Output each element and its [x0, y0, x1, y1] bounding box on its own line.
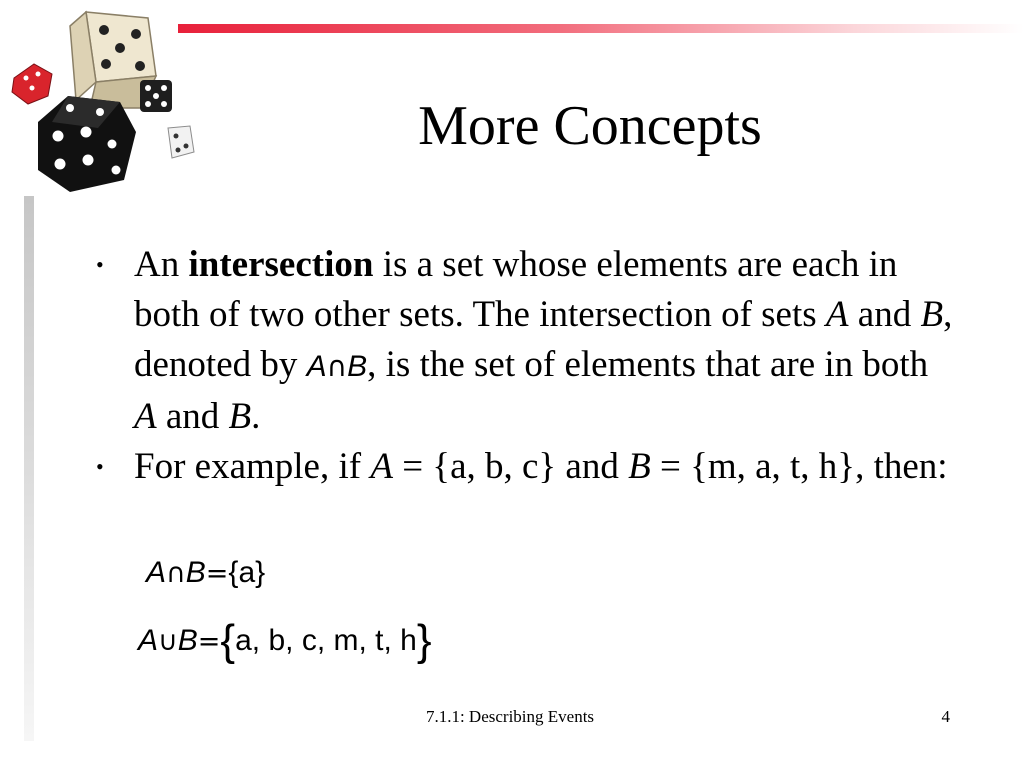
text-run: and	[848, 294, 921, 335]
term-intersection: intersection	[188, 244, 374, 285]
bullet-marker: •	[96, 454, 104, 479]
equals-sign: =	[205, 558, 229, 589]
bullet-example	[96, 442, 956, 492]
text-run: = {m, a, t, h}, then:	[650, 446, 948, 487]
set-name-a: A	[370, 446, 393, 487]
math-var-b: B	[185, 556, 206, 589]
math-var-b: B	[347, 350, 368, 383]
intersection-result: {a}	[228, 556, 266, 589]
set-name-a: A	[134, 396, 157, 437]
set-name-b: B	[228, 396, 252, 437]
right-brace: }	[416, 616, 432, 665]
title-accent-bar	[178, 24, 1024, 33]
math-var-a: A	[138, 624, 159, 657]
union-result: a, b, c, m, t, h	[235, 624, 417, 657]
left-accent-bar	[24, 196, 34, 741]
intersection-symbol: ∩	[166, 558, 186, 589]
black-die	[38, 96, 136, 192]
set-name-b: B	[920, 294, 944, 335]
text-run: An	[134, 244, 189, 285]
intersection-equation	[146, 556, 265, 590]
equals-sign: =	[197, 626, 221, 657]
bullet-marker: •	[96, 252, 104, 277]
math-var-a: A	[146, 556, 167, 589]
left-brace: {	[220, 616, 236, 665]
intersection-symbol: ∩	[326, 350, 348, 383]
bullet-list	[96, 240, 956, 492]
bullet-intersection-definition	[96, 240, 956, 442]
text-run: and	[156, 396, 229, 437]
text-run: , denoted by	[134, 294, 953, 385]
math-var-a: A	[306, 350, 327, 383]
red-die	[12, 64, 52, 104]
text-run: , is the set of elements that are in both	[367, 344, 929, 385]
intersection-notation	[307, 350, 368, 383]
small-black-die	[140, 80, 172, 112]
math-var-b: B	[177, 624, 198, 657]
dice-illustration	[8, 4, 196, 200]
slide-number: 4	[941, 707, 950, 726]
text-run: is a set whose elements are each in both of two other sets. The intersection of sets	[134, 244, 898, 335]
text-run: .	[251, 396, 261, 437]
union-equation	[138, 616, 432, 666]
footer-section-title: 7.1.1: Describing Events	[425, 707, 595, 726]
white-die	[168, 126, 194, 158]
set-name-a: A	[825, 294, 849, 335]
text-run: = {a, b, c} and	[392, 446, 629, 487]
union-symbol: ∪	[158, 626, 178, 657]
slide-title: More Concepts	[418, 95, 762, 157]
set-name-b: B	[628, 446, 651, 487]
text-run: For example, if	[134, 446, 371, 487]
